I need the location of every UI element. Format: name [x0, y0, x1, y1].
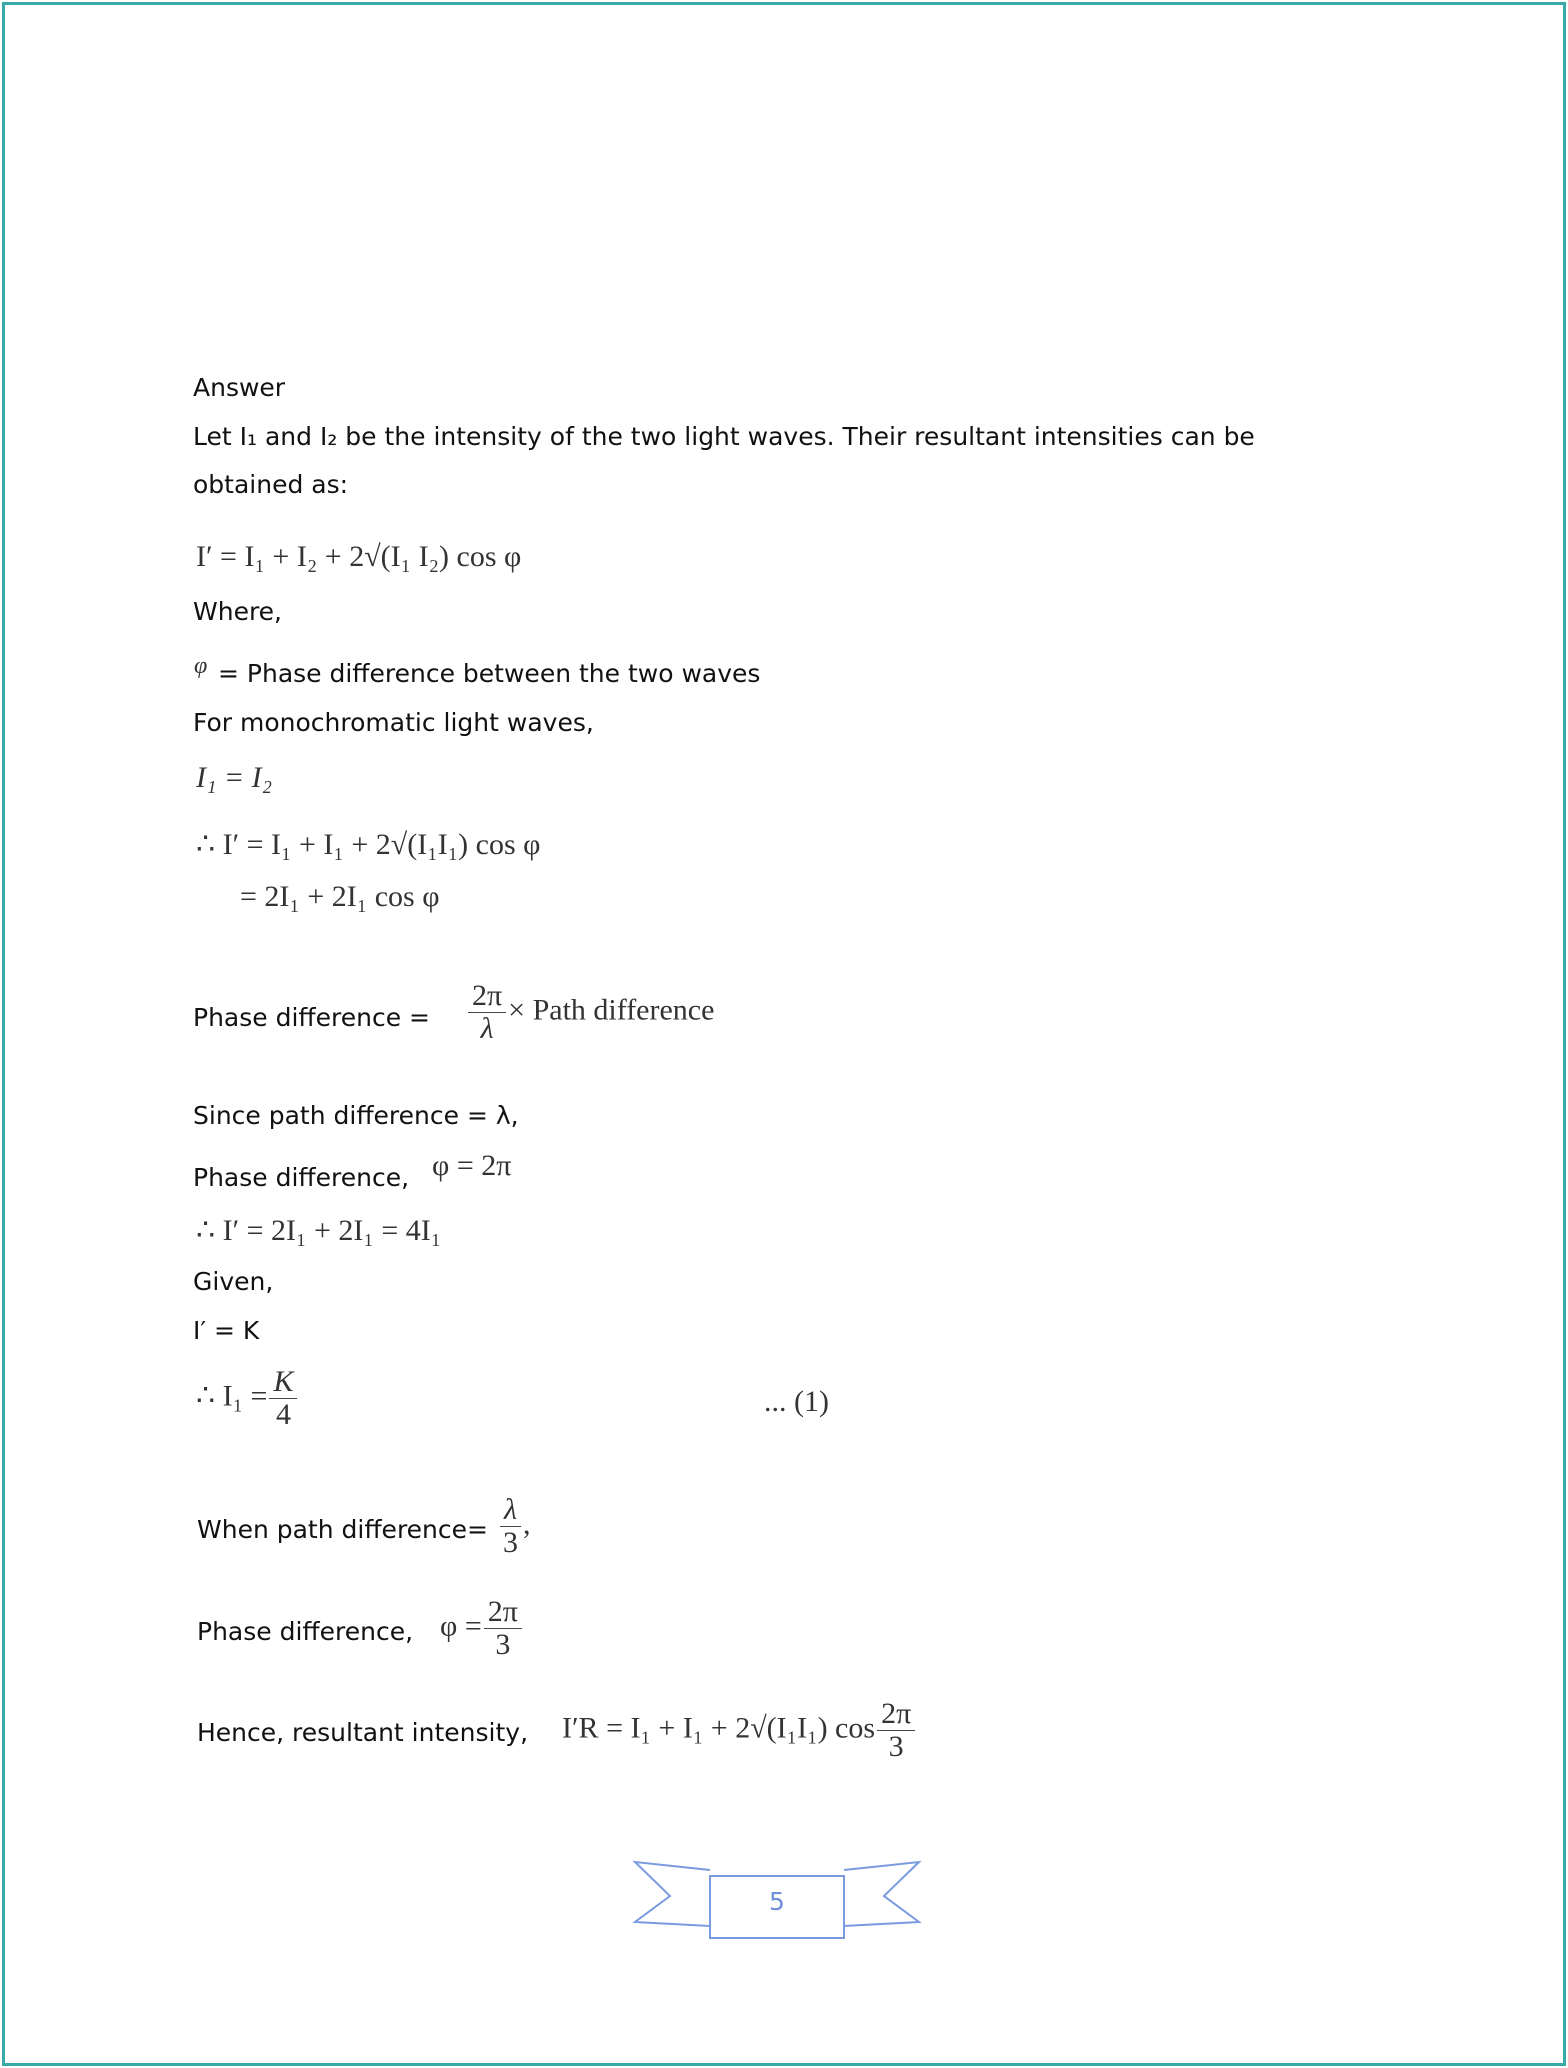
phi-symbol: φ	[194, 653, 208, 679]
fraction	[500, 1494, 521, 1559]
equation-resultant-intensity: I′ = I₁ + I₂ + 2√(I₁ I₂) cos φ	[196, 540, 522, 573]
intro-line-1: Let I₁ and I₂ be the intensity of the two light waves. Their resultant intensities can be	[193, 422, 1255, 451]
hence-equation	[562, 1698, 917, 1763]
prefix: ∴ I₁ =	[196, 1379, 268, 1413]
phase-difference-2-label: Phase difference,	[193, 1163, 410, 1192]
page-number-ribbon	[630, 1860, 924, 1944]
fraction	[468, 980, 506, 1045]
fraction	[877, 1698, 915, 1763]
resultant-expression: I′R = I₁ + I₁ + 2√(I₁I₁) cos	[562, 1711, 876, 1745]
prefix: φ =	[440, 1609, 482, 1643]
equation-tag: ... (1)	[764, 1385, 829, 1418]
hence-label: Hence, resultant intensity,	[197, 1718, 529, 1747]
phase-difference-3-eq	[440, 1596, 524, 1661]
numerator: 2π	[468, 980, 506, 1013]
page-number: 5	[769, 1887, 785, 1916]
numerator: 2π	[484, 1596, 522, 1629]
numerator: 2π	[877, 1698, 915, 1731]
intro-line-2: obtained as:	[193, 470, 349, 499]
denominator: λ	[480, 1012, 494, 1045]
since-line: Since path difference = λ,	[193, 1101, 519, 1130]
when-fraction	[498, 1494, 531, 1559]
path-difference-term: × Path difference	[508, 993, 715, 1027]
phi-definition: = Phase difference between the two waves	[218, 659, 761, 688]
equation-four-i: ∴ I′ = 2I₁ + 2I₁ = 4I₁	[196, 1214, 442, 1247]
equation-k-over-4	[196, 1366, 299, 1431]
equation-therefore-1: ∴ I′ = I₁ + I₁ + 2√(I₁I₁) cos φ	[196, 828, 541, 861]
comma: ,	[523, 1507, 531, 1541]
equation-equal-intensity: I₁ = I₂	[196, 761, 273, 794]
denominator: 3	[495, 1628, 511, 1661]
phase-difference-formula	[466, 980, 714, 1045]
when-label: When path difference=	[197, 1515, 488, 1544]
denominator: 3	[503, 1526, 518, 1559]
denominator: 3	[888, 1730, 904, 1763]
phase-difference-2-eq: φ = 2π	[432, 1149, 512, 1182]
fraction	[484, 1596, 522, 1661]
monochromatic-line: For monochromatic light waves,	[193, 708, 594, 737]
where-label: Where,	[193, 597, 283, 626]
phase-difference-3-label: Phase difference,	[197, 1617, 414, 1646]
given-equation: I′ = K	[193, 1316, 260, 1345]
numerator: λ	[500, 1494, 521, 1527]
denominator: 4	[275, 1398, 291, 1431]
numerator: K	[269, 1366, 297, 1399]
phase-difference-label: Phase difference =	[193, 1003, 430, 1032]
equation-therefore-2: = 2I₁ + 2I₁ cos φ	[240, 880, 440, 913]
fraction	[269, 1366, 297, 1431]
answer-heading: Answer	[193, 373, 286, 402]
given-label: Given,	[193, 1267, 274, 1296]
